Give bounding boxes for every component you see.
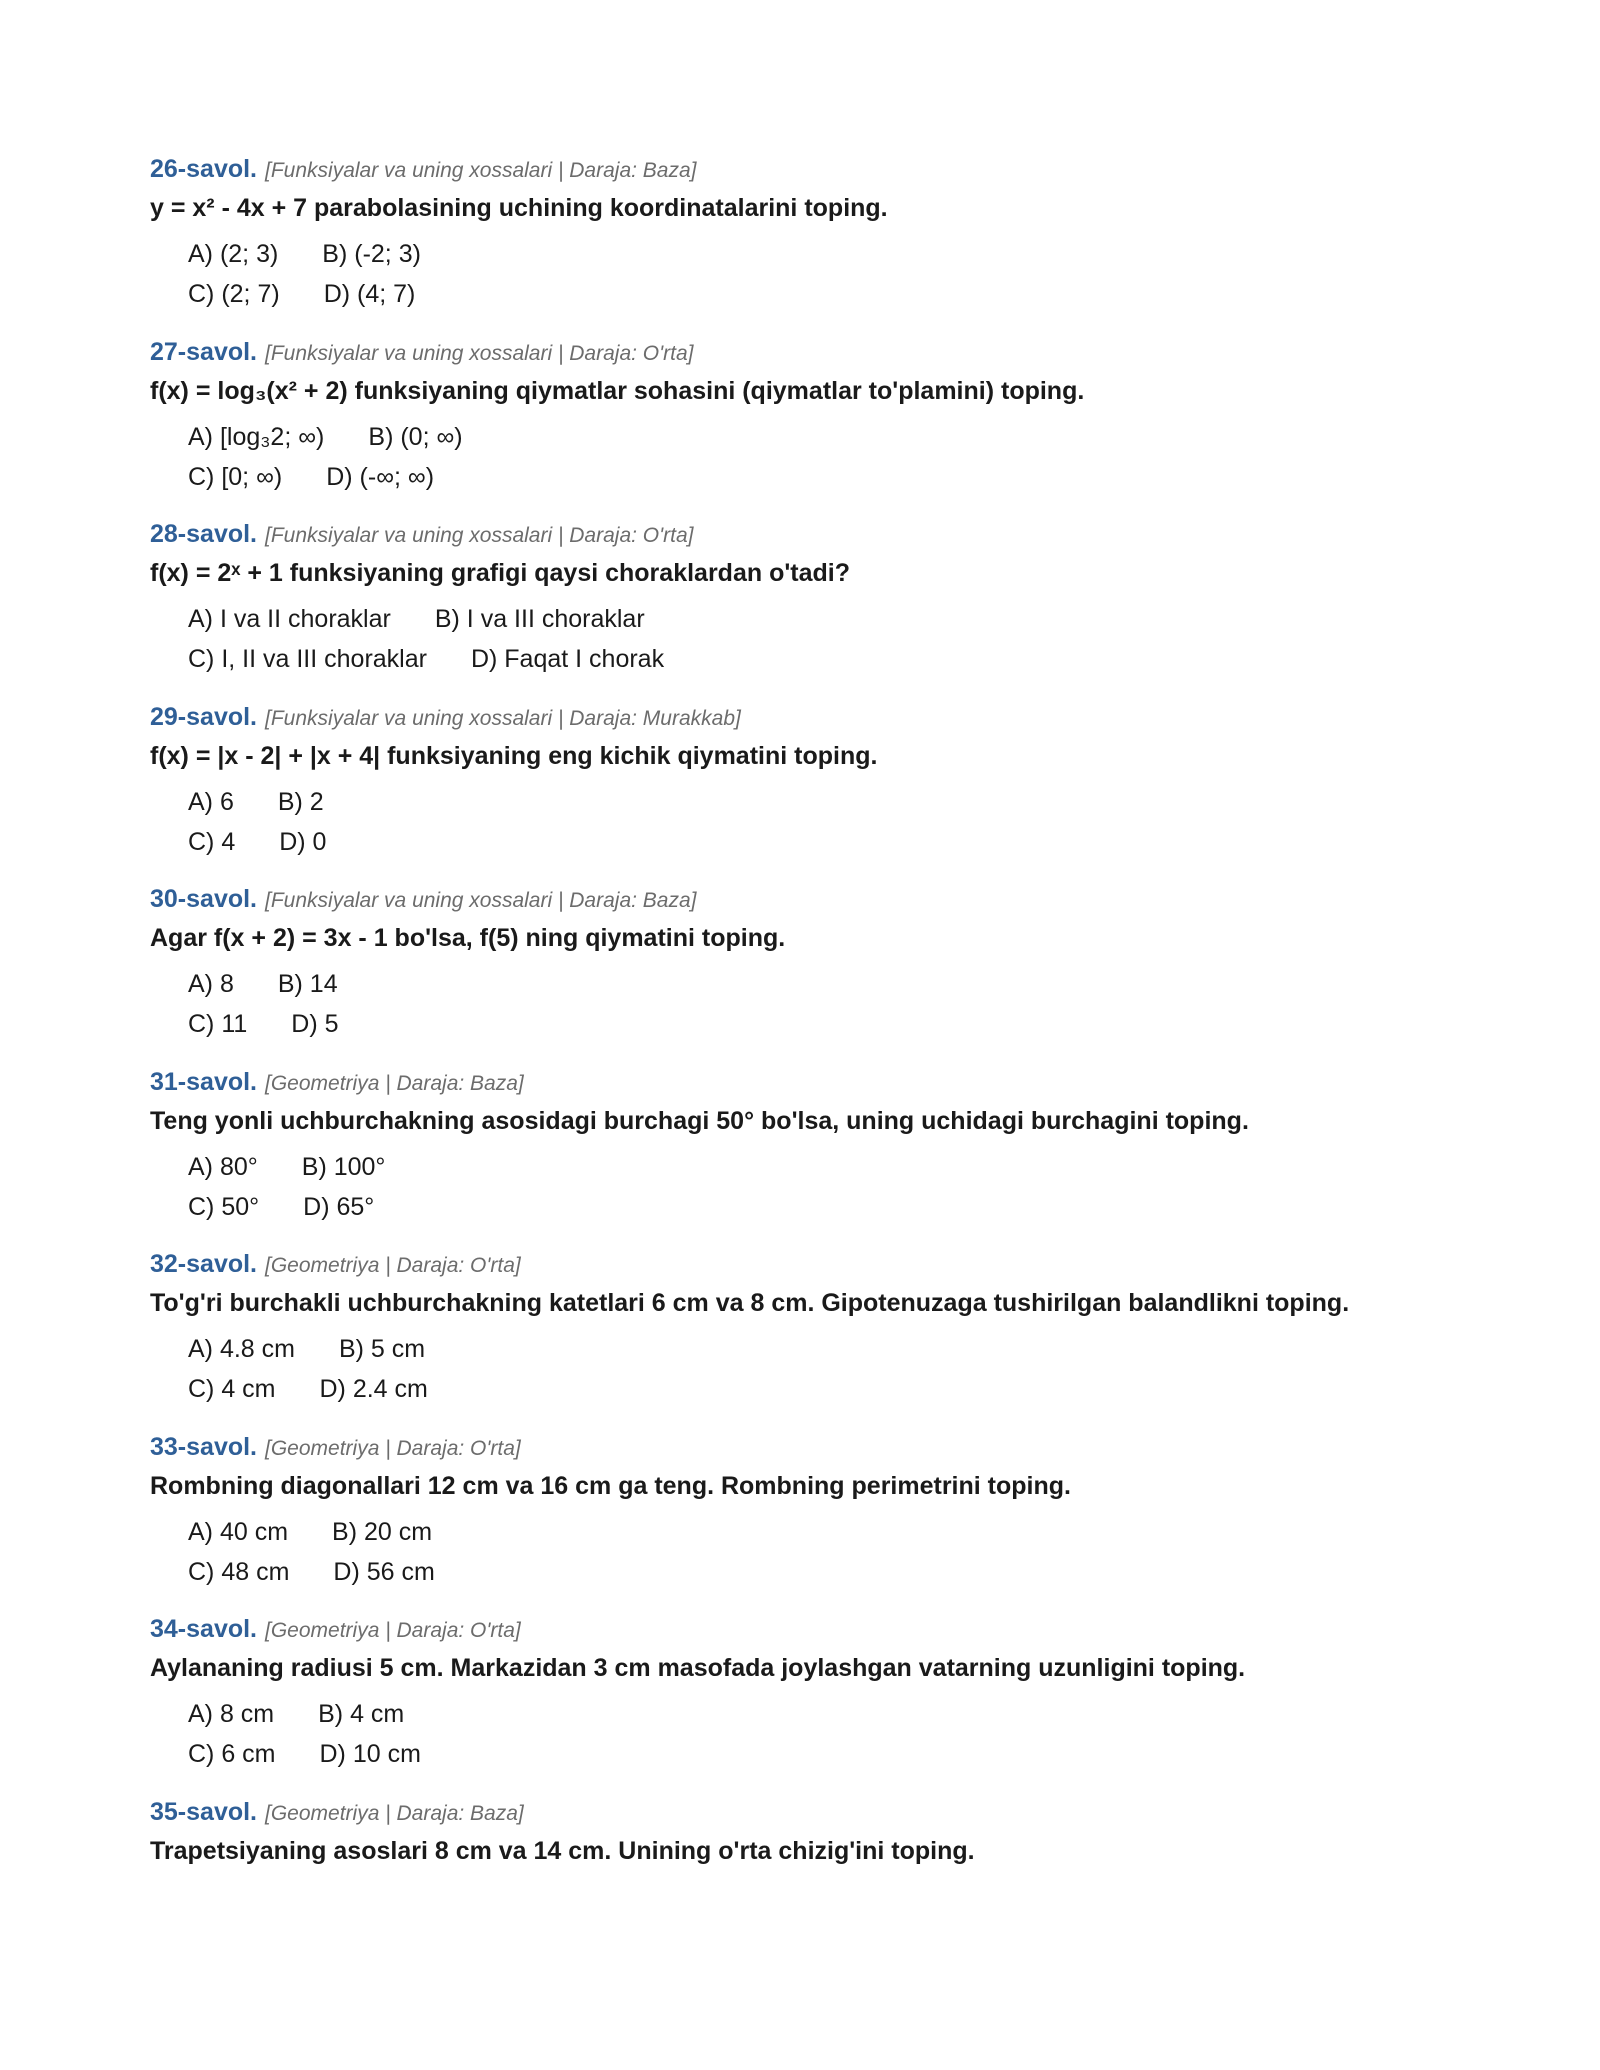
answer-option: A) (2; 3) [188, 240, 279, 268]
answer-options [150, 1694, 1480, 1774]
answer-row [150, 822, 1480, 862]
question-text: Rombning diagonallari 12 cm va 16 cm ga teng. Rombning perimetrini toping. [150, 1471, 1071, 1500]
question-block [150, 1610, 1480, 1793]
answer-options [150, 234, 1480, 314]
answer-option: D) 65° [303, 1192, 375, 1221]
answer-option: B) 20 cm [332, 1517, 433, 1546]
answer-option: B) 5 cm [338, 1335, 426, 1363]
answer-row [150, 1694, 1480, 1734]
answer-row [150, 234, 1480, 274]
question-text: f(x) = |x - 2| + |x + 4| funksiyaning eng kichik qiymatini toping. [150, 741, 878, 770]
answer-option: D) (4; 7) [323, 280, 416, 308]
answer-option: A) 8 cm [188, 1700, 275, 1728]
answer-option: D) (-∞; ∞) [326, 462, 435, 491]
answer-option: A) 6 [188, 787, 234, 816]
answer-row [150, 1147, 1480, 1187]
answer-option: A) 4.8 cm [188, 1335, 295, 1363]
question-meta: [Geometriya | Daraja: O'rta] [265, 1254, 521, 1277]
answer-row [150, 639, 1480, 679]
answer-option: D) 2.4 cm [319, 1375, 428, 1403]
answer-option: B) 100° [301, 1152, 386, 1181]
question-text: Trapetsiyaning asoslari 8 cm va 14 cm. Unining o'rta chizig'ini toping. [150, 1836, 975, 1865]
answer-option: B) 14 [277, 970, 338, 998]
answer-option: D) 10 cm [319, 1740, 421, 1768]
question-block [150, 698, 1480, 881]
answer-options [150, 964, 1480, 1044]
answer-row [150, 1329, 1480, 1369]
answer-row [150, 417, 1480, 457]
answer-options [150, 417, 1480, 497]
answer-option: C) [0; ∞) [188, 462, 283, 491]
question-header [150, 150, 1480, 188]
answer-option: B) 4 cm [318, 1700, 405, 1728]
question-text: f(x) = log₃(x² + 2) funksiyaning qiymatlar sohasini (qiymatlar to'plamini) toping. [150, 376, 1085, 405]
answer-row [150, 1004, 1480, 1044]
answer-option: C) 4 [188, 827, 236, 856]
question-header [150, 1428, 1480, 1466]
question-meta: [Funksiyalar va uning xossalari | Daraja: O'rta] [265, 341, 694, 365]
answer-option: B) (0; ∞) [368, 422, 463, 451]
answer-row [150, 782, 1480, 822]
question-header [150, 333, 1480, 371]
answer-options [150, 1147, 1480, 1227]
question-meta: [Geometriya | Daraja: Baza] [265, 1071, 524, 1095]
answer-option: C) 4 cm [188, 1375, 276, 1403]
answer-option: A) I va II choraklar [188, 605, 391, 633]
question-number: 32-savol. [150, 1250, 258, 1278]
question-meta: [Funksiyalar va uning xossalari | Daraja: Baza] [265, 889, 697, 912]
question-list [150, 150, 1480, 1975]
answer-option: D) 56 cm [333, 1557, 435, 1586]
question-number: 27-savol. [150, 337, 258, 366]
answer-option: C) (2; 7) [188, 280, 280, 308]
question-number: 34-savol. [150, 1615, 258, 1643]
question-number: 31-savol. [150, 1067, 258, 1096]
answer-options [150, 1512, 1480, 1592]
question-text: y = x² - 4x + 7 parabolasining uchining koordinatalarini toping. [150, 194, 888, 222]
question-text: To'g'ri burchakli uchburchakning katetlari 6 cm va 8 cm. Gipotenuzaga tushirilgan balandlikni toping. [150, 1289, 1350, 1317]
answer-option: A) 80° [188, 1152, 258, 1181]
answer-option: D) 5 [291, 1010, 339, 1038]
answer-option: B) I va III choraklar [434, 605, 645, 633]
answer-option: C) 6 cm [188, 1740, 276, 1768]
answer-option: C) 11 [188, 1010, 248, 1038]
question-number: 28-savol. [150, 520, 258, 548]
answer-option: D) 0 [279, 827, 327, 856]
question-block [150, 150, 1480, 333]
answer-row [150, 1369, 1480, 1409]
question-header [150, 1245, 1480, 1283]
answer-row [150, 1552, 1480, 1592]
question-text: f(x) = 2ˣ + 1 funksiyaning grafigi qaysi choraklardan o'tadi? [150, 559, 850, 587]
question-header [150, 1063, 1480, 1101]
answer-option: A) [log₃2; ∞) [188, 422, 325, 451]
question-header [150, 1793, 1480, 1831]
question-text: Aylananing radiusi 5 cm. Markazidan 3 cm masofada joylashgan vatarning uzunligini toping. [150, 1654, 1246, 1682]
question-block [150, 1063, 1480, 1246]
answer-options [150, 1329, 1480, 1409]
answer-row [150, 274, 1480, 314]
question-meta: [Funksiyalar va uning xossalari | Daraja: Baza] [265, 159, 697, 182]
question-block [150, 880, 1480, 1063]
answer-option: D) Faqat I chorak [470, 645, 665, 673]
answer-option: C) I, II va III choraklar [188, 645, 427, 673]
answer-row [150, 1512, 1480, 1552]
question-text: Agar f(x + 2) = 3x - 1 bo'lsa, f(5) ning qiymatini toping. [150, 924, 786, 952]
answer-options [150, 782, 1480, 862]
question-header [150, 1610, 1480, 1648]
question-number: 35-savol. [150, 1797, 258, 1826]
answer-row [150, 1734, 1480, 1774]
answer-option: C) 48 cm [188, 1557, 290, 1586]
answer-row [150, 599, 1480, 639]
answer-option: A) 40 cm [188, 1517, 289, 1546]
question-meta: [Geometriya | Daraja: Baza] [265, 1801, 524, 1825]
question-number: 33-savol. [150, 1432, 258, 1461]
question-meta: [Geometriya | Daraja: O'rta] [265, 1436, 521, 1460]
answer-option: C) 50° [188, 1192, 260, 1221]
question-meta: [Funksiyalar va uning xossalari | Daraja: Murakkab] [265, 706, 741, 730]
question-meta: [Funksiyalar va uning xossalari | Daraja: O'rta] [265, 524, 694, 547]
question-number: 30-savol. [150, 885, 258, 913]
answer-option: B) (-2; 3) [322, 240, 421, 268]
question-number: 29-savol. [150, 702, 258, 731]
question-header [150, 515, 1480, 553]
question-block [150, 1428, 1480, 1611]
answer-row [150, 964, 1480, 1004]
question-header [150, 698, 1480, 736]
answer-option: B) 2 [277, 787, 324, 816]
answer-row [150, 457, 1480, 497]
question-block [150, 1245, 1480, 1428]
question-block [150, 1793, 1480, 1976]
question-number: 26-savol. [150, 155, 258, 183]
question-meta: [Geometriya | Daraja: O'rta] [265, 1619, 521, 1642]
question-block [150, 515, 1480, 698]
answer-option: A) 8 [188, 970, 234, 998]
answer-options [150, 599, 1480, 679]
answer-row [150, 1187, 1480, 1227]
question-text: Teng yonli uchburchakning asosidagi burchagi 50° bo'lsa, uning uchidagi burchagini toping. [150, 1106, 1249, 1135]
question-header [150, 880, 1480, 918]
question-block [150, 333, 1480, 516]
